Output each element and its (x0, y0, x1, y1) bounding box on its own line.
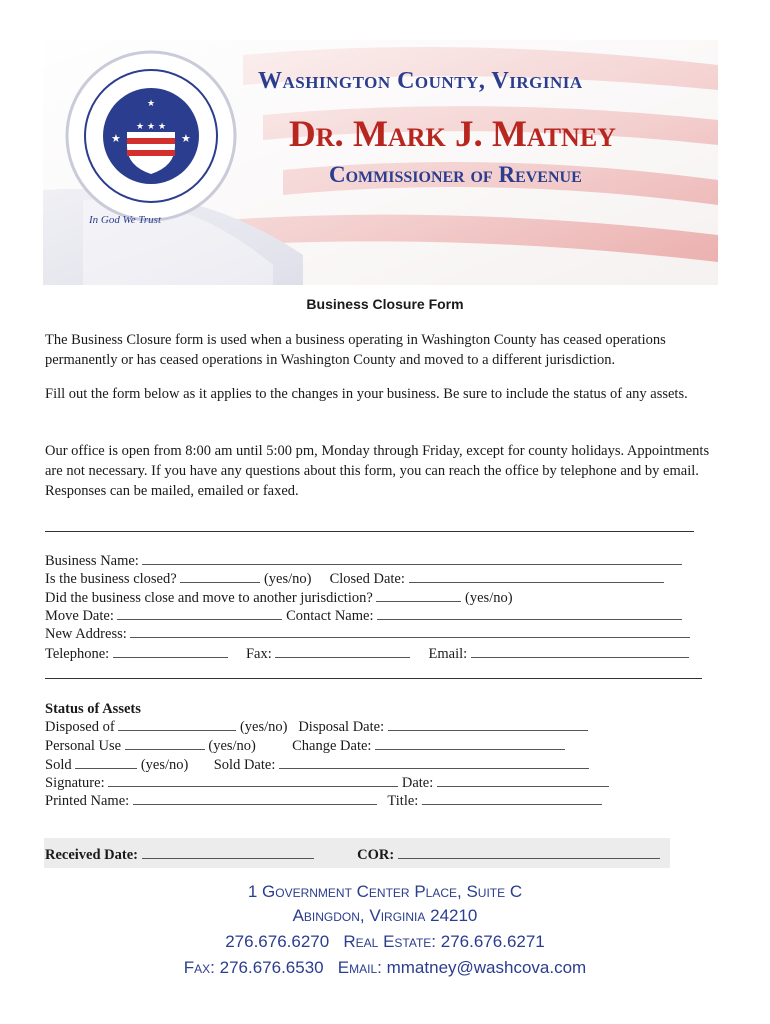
sold-date-field[interactable] (279, 756, 589, 769)
telephone-field[interactable] (113, 645, 228, 658)
business-name-row (45, 552, 682, 570)
printed-name-field[interactable] (133, 792, 377, 805)
svg-text:★: ★ (147, 99, 156, 109)
yes-no-hint: (yes/no) (140, 757, 189, 773)
contact-name-label: Contact Name: (286, 608, 374, 624)
closed-row (45, 570, 664, 588)
disposed-label: Disposed of (45, 719, 115, 735)
new-address-field[interactable] (130, 625, 690, 638)
contact-name-field[interactable] (377, 607, 682, 620)
email-footer-label: Email: (337, 958, 382, 977)
svg-text:★: ★ (136, 122, 145, 132)
yes-no-hint: (yes/no) (465, 590, 513, 606)
telephone-label: Telephone: (45, 646, 110, 662)
personal-use-field[interactable] (125, 737, 205, 750)
closed-answer-field[interactable] (180, 570, 260, 583)
email-label: Email: (428, 646, 468, 662)
received-date-field[interactable] (142, 846, 314, 859)
svg-text:★: ★ (158, 122, 167, 132)
disposal-date-label: Disposal Date: (298, 719, 385, 735)
divider (45, 531, 694, 532)
fax-footer-label: Fax: (183, 958, 215, 977)
intro-paragraph-1: The Business Closure form is used when a business operating in Washington County has ceased operations permanently or has ceased operations in Washington County and moved to a different jurisdiction. (45, 332, 666, 368)
moved-answer-field[interactable] (376, 589, 461, 602)
sold-label: Sold (45, 757, 72, 773)
email-field[interactable] (471, 645, 689, 658)
title-field[interactable] (422, 792, 602, 805)
personal-use-row (45, 737, 565, 755)
footer-address-2: Abingdon, Virginia 24210 (292, 906, 478, 925)
printed-name-label: Printed Name: (45, 793, 130, 809)
business-name-field[interactable] (142, 552, 682, 565)
office-title: Commissioner of Revenue (329, 162, 582, 187)
office-use-row (45, 846, 660, 864)
move-date-label: Move Date: (45, 608, 114, 624)
divider (45, 678, 702, 679)
yes-no-hint: (yes/no) (239, 719, 288, 735)
closed-question-label: Is the business closed? (45, 571, 177, 587)
closed-date-label: Closed Date: (329, 571, 405, 587)
change-date-field[interactable] (375, 737, 565, 750)
signature-label: Signature: (45, 775, 105, 791)
change-date-label: Change Date: (292, 738, 372, 754)
commissioner-name: Dr. Mark J. Matney (289, 114, 616, 155)
personal-use-label: Personal Use (45, 738, 122, 754)
footer-phones (0, 932, 770, 952)
signature-field[interactable] (108, 774, 398, 787)
fax-field[interactable] (275, 645, 410, 658)
sold-row (45, 756, 589, 774)
cor-field[interactable] (398, 846, 660, 859)
printed-name-row (45, 792, 602, 810)
form-title: Business Closure Form (306, 296, 464, 312)
yes-no-hint: (yes/no) (263, 571, 312, 587)
real-estate-label: Real Estate: (343, 932, 437, 951)
business-name-label: Business Name: (45, 553, 139, 569)
title-label: Title: (387, 793, 419, 809)
svg-text:★: ★ (111, 132, 121, 145)
new-address-label: New Address: (45, 626, 127, 642)
fax-label: Fax: (245, 646, 272, 662)
contact-row (45, 645, 689, 663)
footer-fax-email (0, 958, 770, 978)
disposed-field[interactable] (118, 718, 236, 731)
svg-text:★: ★ (181, 132, 191, 145)
closed-date-field[interactable] (409, 570, 664, 583)
svg-text:★: ★ (147, 122, 156, 132)
move-date-field[interactable] (117, 607, 282, 620)
sold-date-label: Sold Date: (213, 757, 276, 773)
date-label: Date: (401, 775, 434, 791)
moved-row (45, 589, 513, 607)
intro-paragraph-3: Our office is open from 8:00 am until 5:00 pm, Monday through Friday, except for county holidays. Appointments are not necessary. If you have any questions about this form, you can reach the office by telephone and by email. Responses can be mailed, emailed or faxed. (45, 443, 710, 499)
date-field[interactable] (437, 774, 609, 787)
sold-field[interactable] (75, 756, 137, 769)
email-address[interactable]: mmatney@washcova.com (386, 958, 587, 977)
signature-row (45, 774, 609, 792)
received-date-label: Received Date: (45, 847, 138, 863)
assets-heading: Status of Assets (45, 701, 141, 717)
phone-number: 276.676.6270 (225, 932, 330, 951)
disposal-date-field[interactable] (388, 718, 588, 731)
real-estate-number: 276.676.6271 (440, 932, 545, 951)
disposed-row (45, 718, 588, 736)
new-address-row (45, 625, 690, 643)
yes-no-hint: (yes/no) (208, 738, 256, 754)
moved-question-label: Did the business close and move to another jurisdiction? (45, 590, 373, 606)
cor-label: COR: (357, 847, 395, 863)
fax-number: 276.676.6530 (219, 958, 324, 977)
motto: In God We Trust (89, 214, 162, 226)
county-heading: Washington County, Virginia (258, 68, 583, 94)
intro-paragraph-2: Fill out the form below as it applies to the changes in your business. Be sure to include the status of any assets. (45, 386, 688, 402)
move-date-row (45, 607, 682, 625)
footer-address-1: 1 Government Center Place, Suite C (247, 882, 523, 901)
seal-icon (67, 52, 235, 220)
